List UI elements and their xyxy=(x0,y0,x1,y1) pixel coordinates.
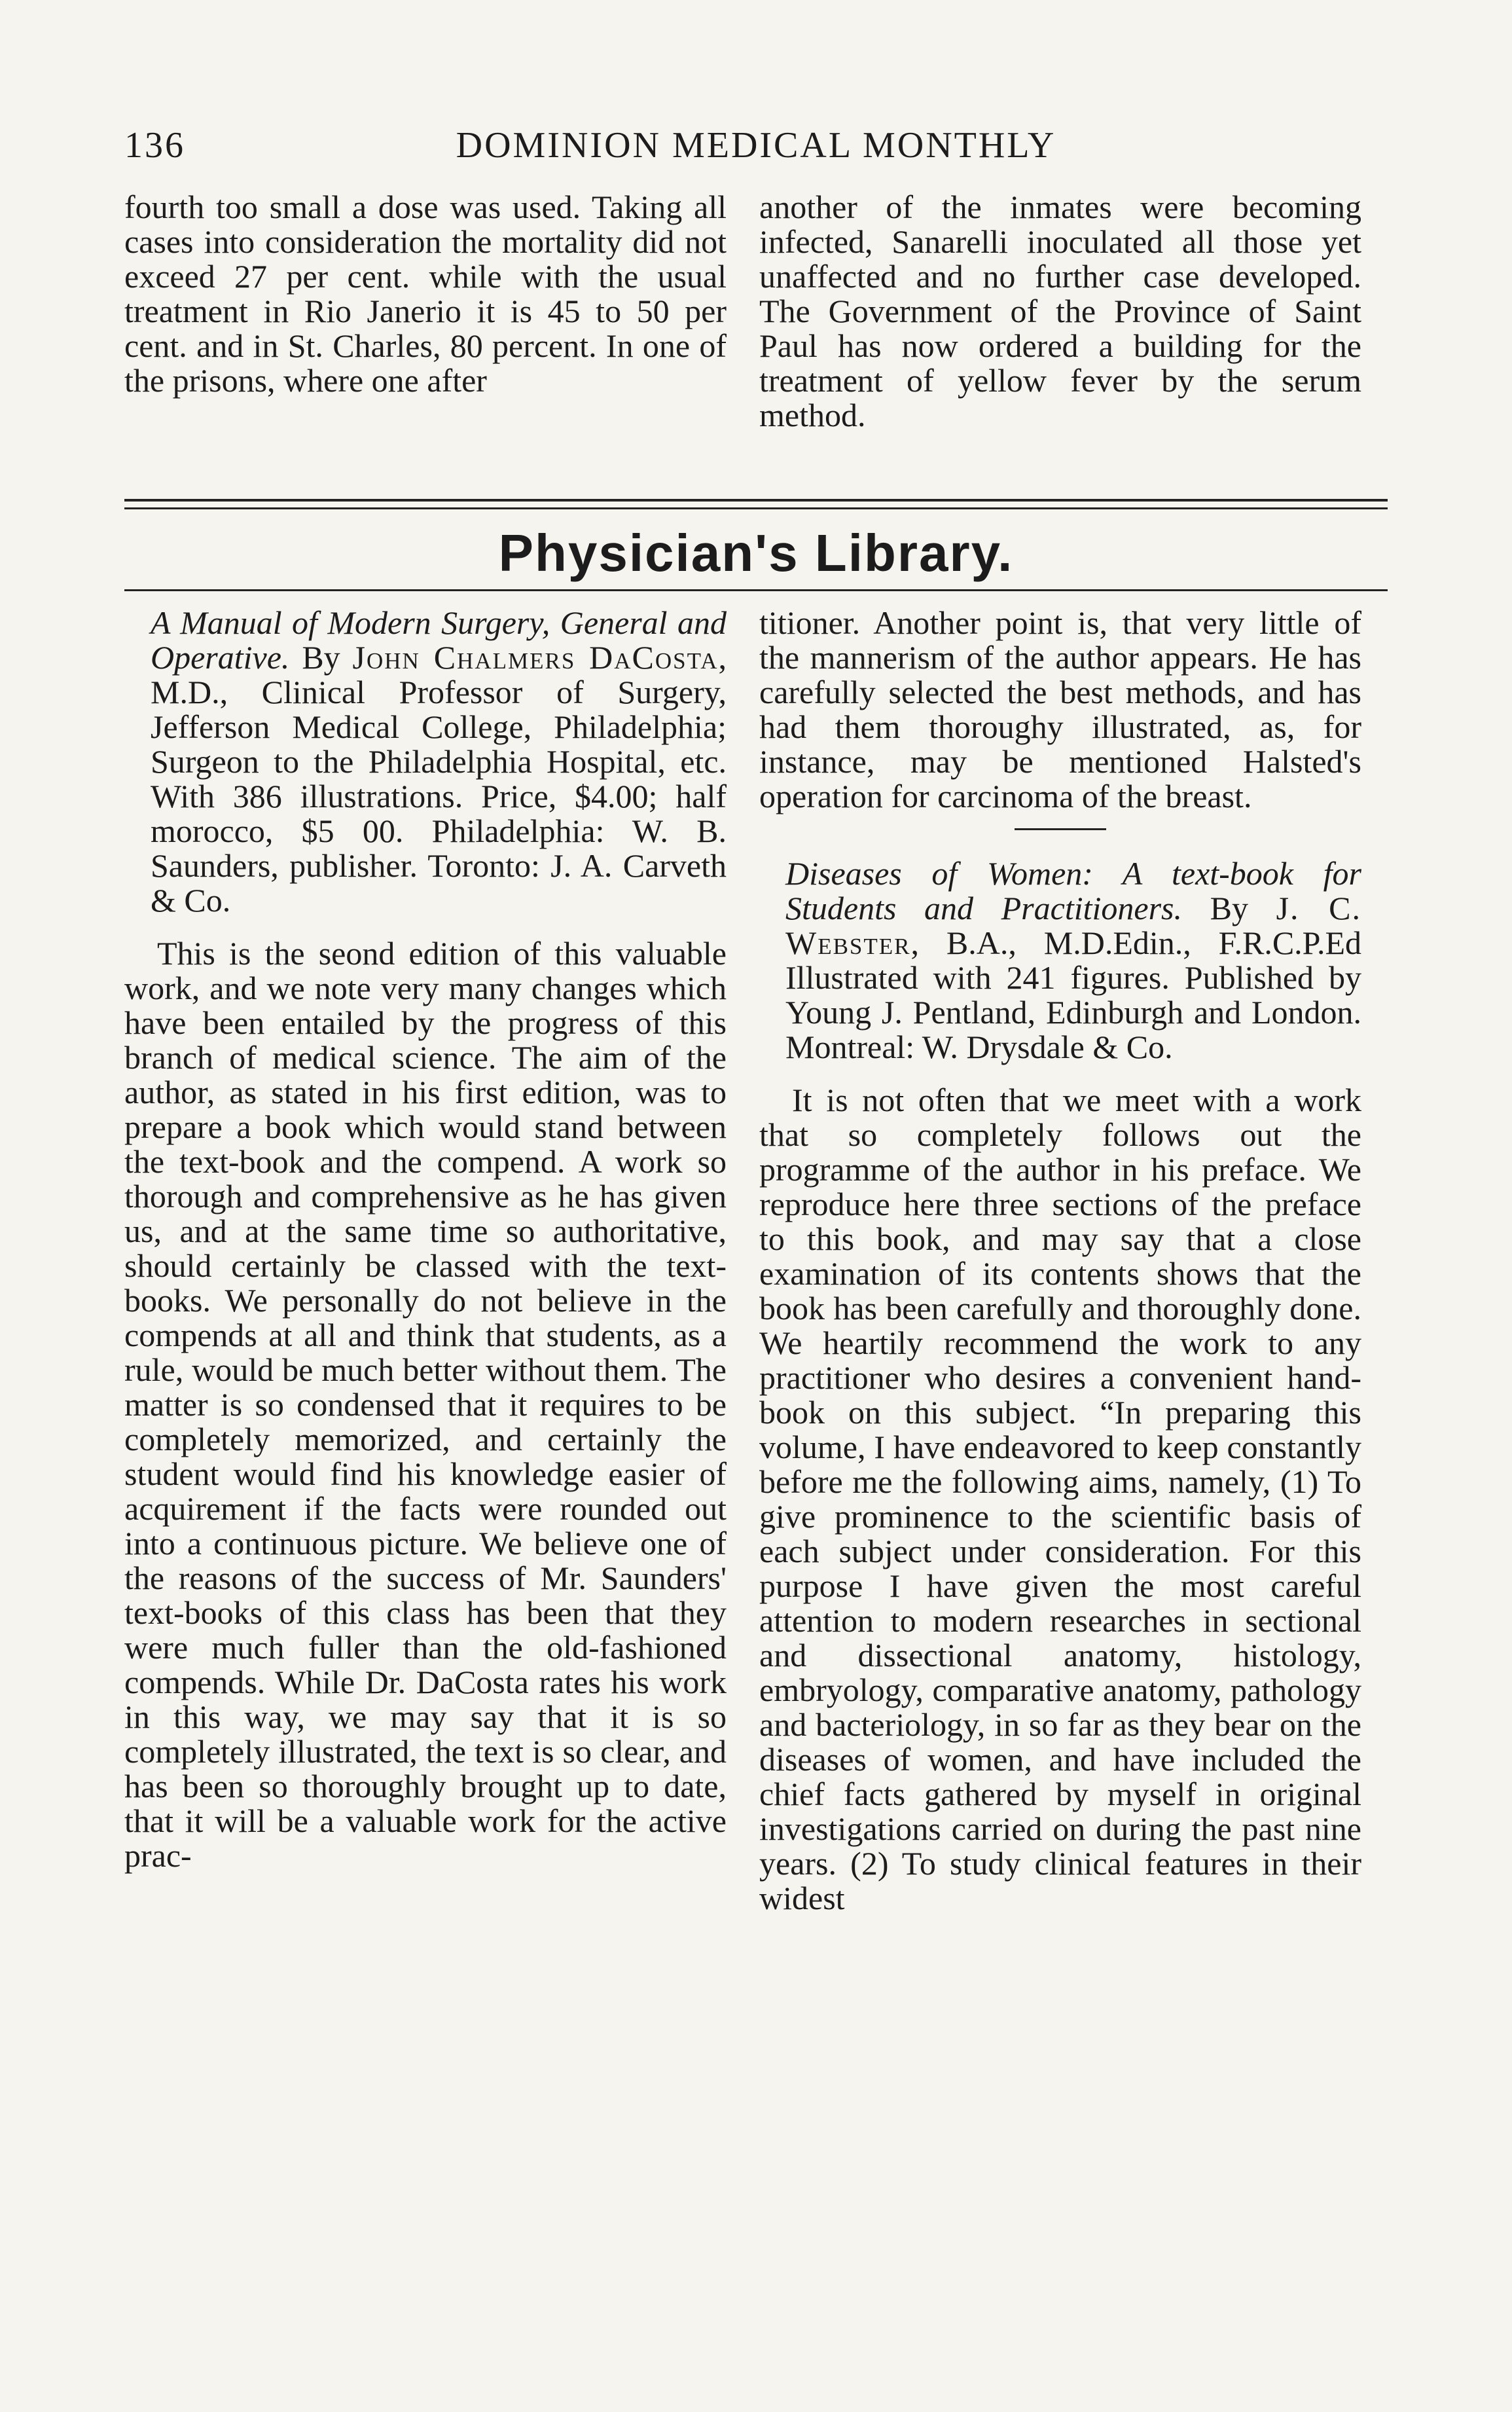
right-column xyxy=(759,606,1361,1916)
book-author: J. C. Webster xyxy=(785,890,1362,961)
page-number: 136 xyxy=(124,125,185,166)
section-divider-rule xyxy=(124,499,1388,502)
review-body: This is the seond edition of this valuable work, and we note very many changes which have been entailed by the progress of this branch of medical science. The aim of the author, as stated in his first edition, was to prepare a book which would stand between the text-book and the compend. A work so thorough and comprehensive as he has given us, and at the same time so authoritative, should certainly be classed with the text-books. We personally do not believe in the compends at all and think that students, as a rule, would be much better without them. The matter is so condensed that it requires to be completely memorized, and certainly the student would find his knowledge easier of acquirement if the facts were rounded out into a continuous picture. We believe one of the reasons of the success of Mr. Saunders' text-books of this class has been that they were much fuller than the old-fashioned compends. While Dr. DaCosta rates his work in this way, we may say that it is so completely illustrated, the text is so clear, and has been so thoroughly brought up to date, that it will be a valuable work for the active prac- xyxy=(124,935,727,1874)
review-citation xyxy=(759,856,1361,1065)
by-label: By xyxy=(302,639,340,676)
left-column xyxy=(124,606,727,1873)
by-label: By xyxy=(1210,890,1248,926)
book-author: John Chalmers DaCosta xyxy=(352,639,719,676)
running-head xyxy=(124,124,1388,170)
review-body-continued: titioner. Another point is, that very little of the mannerism of the author appears. He has carefully selected the best methods, and has had them thoroughy illustrated, as, for instance, may be mentioned Halsted's operation for carcinoma of the breast. xyxy=(759,604,1361,814)
continued-article-right-text: another of the inmates were becoming infected, Sanarelli inoculated all those yet unaffected and no further case developed. The Government of the Province of Saint Paul has now ordered a building for the treatment of yellow fever by the serum method. xyxy=(759,189,1361,433)
continued-article-right-column xyxy=(759,190,1361,433)
continued-article-left-column xyxy=(124,190,727,398)
book-details: , B.A., M.D.Edin., F.R.C.P.Ed Illustrated with 241 figures. Published by Young J. Pentland, Edinburgh and London. Montreal: W. Drysdale & Co. xyxy=(785,924,1361,1065)
book-details: , M.D., Clinical Professor of Surgery, Jefferson Medical College, Philadelphia; Surgeon to the Philadelphia Hospital, etc. With 386 illustrations. Price, $4.00; half morocco, $5 00. Philadelphia: W. B. Saunders, publisher. Toronto: J. A. Carveth & Co. xyxy=(151,639,727,919)
review-body: It is not often that we meet with a work that so completely follows out the programme of the author in his preface. We reproduce here three sections of the preface to this book, and may say that a close examination of its contents shows that the book has been carefully and thoroughly done. We heartily recommend the work to any practitioner who desires a convenient hand-book on this subject. “In preparing this volume, I have endeavored to keep constantly before me the following aims, namely, (1) To give prominence to the scientific basis of each subject under consideration. For this purpose I have given the most careful attention to modern researches in sectional and dissectional anatomy, histology, embryology, comparative anatomy, pathology and bacteriology, in so far as they bear on the diseases of women, and have included the chief facts gathered by myself in original investigations carried on during the past nine years. (2) To study clinical features in their widest xyxy=(759,1082,1361,1916)
journal-title: DOMINION MEDICAL MONTHLY xyxy=(456,125,1056,166)
heading-underline-rule xyxy=(124,589,1388,591)
review-citation xyxy=(124,606,727,918)
section-divider-rule xyxy=(124,507,1388,509)
review-separator-rule xyxy=(1015,828,1106,830)
section-heading: Physician's Library. xyxy=(498,524,1014,582)
continued-article-left-text: fourth too small a dose was used. Taking all cases into consideration the mortality did not exceed 27 per cent. while with the usual treatment in Rio Janerio it is 45 to 50 per cent. and in St. Charles, 80 percent. In one of the prisons, where one after xyxy=(124,189,727,399)
book-title: A Manual of Modern Surgery, General and Operative. xyxy=(151,604,727,676)
book-title: Diseases of Women: A text-book for Students and Practitioners. xyxy=(785,855,1361,926)
